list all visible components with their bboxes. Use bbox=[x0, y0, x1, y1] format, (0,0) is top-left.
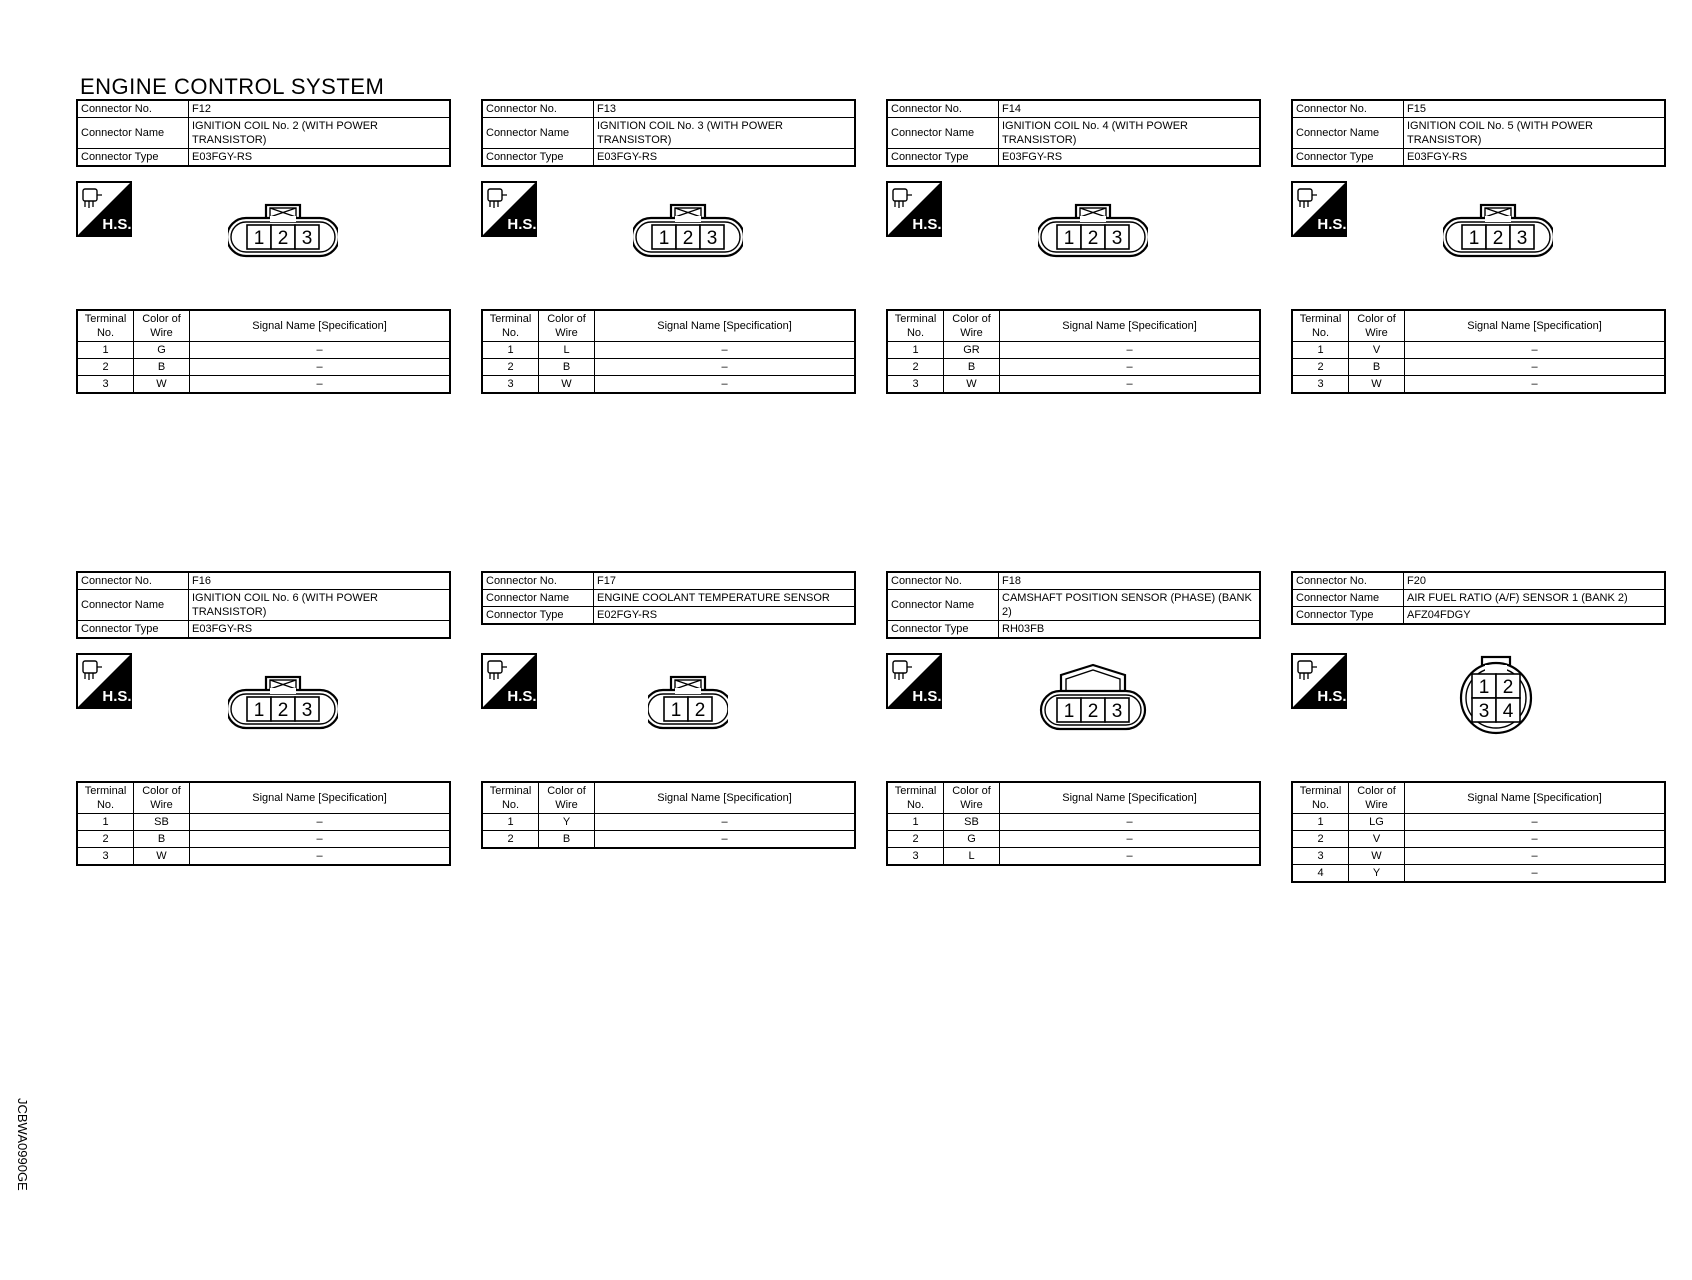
connector-block-F14 bbox=[886, 99, 1261, 390]
pin-label: 2 bbox=[694, 700, 706, 721]
connector-name-row bbox=[1292, 118, 1665, 149]
connector-name-row bbox=[887, 590, 1260, 621]
connector-type-row bbox=[77, 621, 450, 639]
connector-type-label: Connector Type bbox=[77, 149, 189, 167]
pin-label: 2 bbox=[1492, 228, 1504, 249]
wire-color-cell: B bbox=[134, 359, 190, 376]
table-row bbox=[482, 376, 855, 394]
connector-info-table bbox=[481, 571, 856, 625]
connector-no-value: F18 bbox=[999, 572, 1261, 590]
color-of-wire-header: Color of Wire bbox=[944, 310, 1000, 342]
terminal-table bbox=[76, 309, 451, 394]
wire-color-cell: B bbox=[539, 831, 595, 849]
table-row bbox=[77, 376, 450, 394]
connector-no-label: Connector No. bbox=[1292, 572, 1404, 590]
terminal-no-header: Terminal No. bbox=[482, 782, 539, 814]
terminal-table bbox=[481, 781, 856, 849]
signal-name-header: Signal Name [Specification] bbox=[190, 782, 451, 814]
connector-name-value: IGNITION COIL No. 3 (WITH POWER TRANSISTOR) bbox=[594, 118, 856, 149]
connector-face-diagram bbox=[633, 203, 743, 259]
color-of-wire-header: Color of Wire bbox=[134, 782, 190, 814]
connector-block-F18 bbox=[886, 571, 1261, 862]
terminal-no-cell: 3 bbox=[1292, 848, 1349, 865]
connector-no-row bbox=[887, 572, 1260, 590]
connector-no-value: F12 bbox=[189, 100, 451, 118]
wire-color-cell: V bbox=[1349, 342, 1405, 359]
signal-name-cell: – bbox=[1000, 814, 1261, 831]
connector-type-value: E02FGY-RS bbox=[594, 607, 856, 625]
connector-name-row bbox=[1292, 590, 1665, 607]
terminal-no-cell: 2 bbox=[482, 831, 539, 849]
pin-label: 2 bbox=[1087, 701, 1099, 722]
hs-label: H.S. bbox=[1317, 688, 1347, 705]
wire-color-cell: Y bbox=[1349, 865, 1405, 883]
table-row bbox=[887, 848, 1260, 866]
signal-name-header: Signal Name [Specification] bbox=[1405, 310, 1666, 342]
connector-no-row bbox=[1292, 100, 1665, 118]
connector-name-label: Connector Name bbox=[887, 118, 999, 149]
color-of-wire-header: Color of Wire bbox=[539, 782, 595, 814]
connector-name-value: CAMSHAFT POSITION SENSOR (PHASE) (BANK 2) bbox=[999, 590, 1261, 621]
connector-face-diagram bbox=[1038, 663, 1148, 731]
connector-type-label: Connector Type bbox=[77, 621, 189, 639]
connector-no-label: Connector No. bbox=[482, 572, 594, 590]
terminal-no-cell: 3 bbox=[482, 376, 539, 394]
table-row bbox=[1292, 376, 1665, 394]
wire-color-cell: W bbox=[134, 848, 190, 866]
table-row bbox=[77, 359, 450, 376]
terminal-no-cell: 1 bbox=[77, 814, 134, 831]
signal-name-cell: – bbox=[1405, 831, 1666, 848]
hs-label: H.S. bbox=[102, 688, 132, 705]
page-code: JCBWA0990GE bbox=[15, 1098, 30, 1191]
connector-info-table bbox=[1291, 99, 1666, 167]
connector-type-value: E03FGY-RS bbox=[594, 149, 856, 167]
connector-no-value: F17 bbox=[594, 572, 856, 590]
table-row bbox=[77, 831, 450, 848]
signal-name-cell: – bbox=[190, 359, 451, 376]
connector-type-label: Connector Type bbox=[887, 149, 999, 167]
signal-name-cell: – bbox=[1405, 848, 1666, 865]
table-row bbox=[1292, 848, 1665, 865]
connector-no-value: F20 bbox=[1404, 572, 1666, 590]
wire-color-cell: B bbox=[134, 831, 190, 848]
connector-info-table bbox=[481, 99, 856, 167]
pin-label: 4 bbox=[1502, 701, 1514, 722]
connector-info-table bbox=[886, 571, 1261, 639]
connector-type-label: Connector Type bbox=[1292, 607, 1404, 625]
terminal-no-header: Terminal No. bbox=[77, 310, 134, 342]
pin-label: 1 bbox=[1063, 701, 1075, 722]
harness-side-icon bbox=[76, 181, 132, 237]
connector-name-label: Connector Name bbox=[482, 590, 594, 607]
color-of-wire-header: Color of Wire bbox=[944, 782, 1000, 814]
color-of-wire-header: Color of Wire bbox=[1349, 310, 1405, 342]
connector-info-table bbox=[76, 99, 451, 167]
signal-name-cell: – bbox=[1405, 376, 1666, 394]
connector-type-value: E03FGY-RS bbox=[189, 149, 451, 167]
signal-name-cell: – bbox=[190, 814, 451, 831]
wire-color-cell: L bbox=[539, 342, 595, 359]
terminal-no-cell: 3 bbox=[77, 848, 134, 866]
table-row bbox=[1292, 359, 1665, 376]
signal-name-header: Signal Name [Specification] bbox=[1405, 782, 1666, 814]
table-row bbox=[887, 376, 1260, 394]
signal-name-cell: – bbox=[190, 848, 451, 866]
connector-no-label: Connector No. bbox=[482, 100, 594, 118]
table-row bbox=[1292, 342, 1665, 359]
connector-block-F12 bbox=[76, 99, 451, 390]
color-of-wire-header: Color of Wire bbox=[134, 310, 190, 342]
connector-name-value: IGNITION COIL No. 4 (WITH POWER TRANSISTOR) bbox=[999, 118, 1261, 149]
terminal-no-cell: 1 bbox=[1292, 814, 1349, 831]
connector-block-F13 bbox=[481, 99, 856, 390]
signal-name-cell: – bbox=[595, 342, 856, 359]
harness-side-icon bbox=[886, 181, 942, 237]
signal-name-cell: – bbox=[1000, 848, 1261, 866]
connector-no-row bbox=[77, 572, 450, 590]
connector-no-label: Connector No. bbox=[887, 572, 999, 590]
pin-label: 1 bbox=[658, 228, 670, 249]
page-title: ENGINE CONTROL SYSTEM bbox=[80, 74, 385, 99]
hs-label: H.S. bbox=[1317, 216, 1347, 233]
connector-face-diagram bbox=[1038, 203, 1148, 259]
connector-name-label: Connector Name bbox=[1292, 118, 1404, 149]
signal-name-cell: – bbox=[595, 831, 856, 849]
pin-label: 3 bbox=[301, 700, 313, 721]
terminal-no-header: Terminal No. bbox=[1292, 782, 1349, 814]
connector-info-table bbox=[886, 99, 1261, 167]
connector-name-row bbox=[887, 118, 1260, 149]
hs-label: H.S. bbox=[912, 688, 942, 705]
signal-name-header: Signal Name [Specification] bbox=[1000, 782, 1261, 814]
connector-no-value: F15 bbox=[1404, 100, 1666, 118]
wire-color-cell: B bbox=[944, 359, 1000, 376]
terminal-no-cell: 2 bbox=[887, 831, 944, 848]
table-row bbox=[887, 814, 1260, 831]
terminal-no-cell: 4 bbox=[1292, 865, 1349, 883]
harness-side-icon bbox=[481, 181, 537, 237]
harness-side-icon bbox=[886, 653, 942, 709]
pin-label: 3 bbox=[706, 228, 718, 249]
pin-label: 2 bbox=[682, 228, 694, 249]
wire-color-cell: B bbox=[539, 359, 595, 376]
connector-type-label: Connector Type bbox=[1292, 149, 1404, 167]
terminal-table-header bbox=[887, 310, 1260, 342]
signal-name-cell: – bbox=[190, 376, 451, 394]
color-of-wire-header: Color of Wire bbox=[1349, 782, 1405, 814]
signal-name-cell: – bbox=[595, 814, 856, 831]
pin-label: 1 bbox=[1478, 677, 1490, 698]
signal-name-header: Signal Name [Specification] bbox=[1000, 310, 1261, 342]
connector-type-row bbox=[887, 149, 1260, 167]
signal-name-header: Signal Name [Specification] bbox=[595, 782, 856, 814]
connector-face-diagram bbox=[228, 203, 338, 259]
terminal-table-header bbox=[77, 310, 450, 342]
connector-name-label: Connector Name bbox=[77, 590, 189, 621]
connector-type-value: E03FGY-RS bbox=[1404, 149, 1666, 167]
harness-side-icon bbox=[1291, 653, 1347, 709]
terminal-no-header: Terminal No. bbox=[77, 782, 134, 814]
signal-name-cell: – bbox=[1000, 342, 1261, 359]
connector-no-row bbox=[1292, 572, 1665, 590]
signal-name-cell: – bbox=[1000, 376, 1261, 394]
table-row bbox=[1292, 831, 1665, 848]
connector-no-label: Connector No. bbox=[887, 100, 999, 118]
terminal-no-cell: 2 bbox=[77, 359, 134, 376]
connector-no-label: Connector No. bbox=[77, 100, 189, 118]
connector-name-value: IGNITION COIL No. 2 (WITH POWER TRANSISTOR) bbox=[189, 118, 451, 149]
connector-type-row bbox=[482, 607, 855, 625]
terminal-table bbox=[1291, 781, 1666, 883]
wire-color-cell: B bbox=[1349, 359, 1405, 376]
pin-label: 1 bbox=[253, 700, 265, 721]
connector-type-value: E03FGY-RS bbox=[999, 149, 1261, 167]
terminal-no-header: Terminal No. bbox=[482, 310, 539, 342]
connector-name-label: Connector Name bbox=[1292, 590, 1404, 607]
connector-type-label: Connector Type bbox=[482, 149, 594, 167]
terminal-table bbox=[76, 781, 451, 866]
connector-type-row bbox=[887, 621, 1260, 639]
connector-name-row bbox=[482, 590, 855, 607]
connector-face-diagram bbox=[648, 675, 728, 731]
terminal-no-cell: 3 bbox=[887, 848, 944, 866]
wire-color-cell: G bbox=[134, 342, 190, 359]
harness-side-icon bbox=[1291, 181, 1347, 237]
terminal-no-header: Terminal No. bbox=[1292, 310, 1349, 342]
terminal-no-cell: 2 bbox=[77, 831, 134, 848]
pin-label: 2 bbox=[277, 700, 289, 721]
terminal-no-cell: 3 bbox=[887, 376, 944, 394]
connector-type-row bbox=[1292, 607, 1665, 625]
terminal-no-cell: 1 bbox=[482, 342, 539, 359]
connector-type-value: RH03FB bbox=[999, 621, 1261, 639]
wire-color-cell: W bbox=[1349, 376, 1405, 394]
connector-type-row bbox=[1292, 149, 1665, 167]
signal-name-cell: – bbox=[1000, 359, 1261, 376]
terminal-no-cell: 3 bbox=[77, 376, 134, 394]
connector-name-label: Connector Name bbox=[887, 590, 999, 621]
signal-name-cell: – bbox=[1405, 342, 1666, 359]
connector-type-label: Connector Type bbox=[887, 621, 999, 639]
connector-name-value: IGNITION COIL No. 6 (WITH POWER TRANSISTOR) bbox=[189, 590, 451, 621]
connector-no-row bbox=[887, 100, 1260, 118]
wire-color-cell: GR bbox=[944, 342, 1000, 359]
connector-info-table bbox=[76, 571, 451, 639]
signal-name-cell: – bbox=[595, 359, 856, 376]
connector-block-F17 bbox=[481, 571, 856, 845]
connector-no-label: Connector No. bbox=[1292, 100, 1404, 118]
terminal-table bbox=[481, 309, 856, 394]
terminal-table-header bbox=[887, 782, 1260, 814]
pin-label: 3 bbox=[1516, 228, 1528, 249]
connector-name-value: ENGINE COOLANT TEMPERATURE SENSOR bbox=[594, 590, 856, 607]
harness-side-icon bbox=[76, 653, 132, 709]
table-row bbox=[887, 831, 1260, 848]
signal-name-header: Signal Name [Specification] bbox=[190, 310, 451, 342]
wire-color-cell: W bbox=[1349, 848, 1405, 865]
wire-color-cell: W bbox=[134, 376, 190, 394]
pin-label: 2 bbox=[1502, 677, 1514, 698]
terminal-table-header bbox=[482, 310, 855, 342]
connector-name-label: Connector Name bbox=[482, 118, 594, 149]
terminal-no-cell: 2 bbox=[1292, 359, 1349, 376]
terminal-table bbox=[886, 309, 1261, 394]
connector-no-row bbox=[482, 100, 855, 118]
terminal-no-cell: 3 bbox=[1292, 376, 1349, 394]
table-row bbox=[482, 831, 855, 849]
pin-label: 2 bbox=[1087, 228, 1099, 249]
table-row bbox=[77, 342, 450, 359]
table-row bbox=[77, 848, 450, 866]
connector-name-label: Connector Name bbox=[77, 118, 189, 149]
connector-type-row bbox=[77, 149, 450, 167]
terminal-table-header bbox=[1292, 782, 1665, 814]
signal-name-cell: – bbox=[1405, 814, 1666, 831]
connector-name-value: AIR FUEL RATIO (A/F) SENSOR 1 (BANK 2) bbox=[1404, 590, 1666, 607]
terminal-no-header: Terminal No. bbox=[887, 782, 944, 814]
pin-label: 3 bbox=[1111, 701, 1123, 722]
terminal-no-cell: 1 bbox=[887, 814, 944, 831]
terminal-table-header bbox=[482, 782, 855, 814]
wire-color-cell: Y bbox=[539, 814, 595, 831]
connector-name-value: IGNITION COIL No. 5 (WITH POWER TRANSISTOR) bbox=[1404, 118, 1666, 149]
wire-color-cell: W bbox=[944, 376, 1000, 394]
terminal-no-cell: 2 bbox=[1292, 831, 1349, 848]
wire-color-cell: G bbox=[944, 831, 1000, 848]
hs-label: H.S. bbox=[912, 216, 942, 233]
terminal-no-cell: 2 bbox=[887, 359, 944, 376]
connector-face-diagram bbox=[228, 675, 338, 731]
connector-type-value: AFZ04FDGY bbox=[1404, 607, 1666, 625]
wire-color-cell: SB bbox=[944, 814, 1000, 831]
pin-label: 1 bbox=[670, 700, 682, 721]
hs-label: H.S. bbox=[507, 216, 537, 233]
terminal-table-header bbox=[77, 782, 450, 814]
terminal-table bbox=[886, 781, 1261, 866]
connector-no-value: F13 bbox=[594, 100, 856, 118]
pin-label: 3 bbox=[1478, 701, 1490, 722]
connector-no-label: Connector No. bbox=[77, 572, 189, 590]
color-of-wire-header: Color of Wire bbox=[539, 310, 595, 342]
signal-name-cell: – bbox=[190, 831, 451, 848]
connector-type-row bbox=[482, 149, 855, 167]
connector-no-value: F16 bbox=[189, 572, 451, 590]
connector-no-row bbox=[77, 100, 450, 118]
terminal-no-cell: 1 bbox=[77, 342, 134, 359]
connector-block-F20 bbox=[1291, 571, 1666, 879]
connector-no-value: F14 bbox=[999, 100, 1261, 118]
connector-type-value: E03FGY-RS bbox=[189, 621, 451, 639]
connector-type-label: Connector Type bbox=[482, 607, 594, 625]
terminal-no-cell: 1 bbox=[887, 342, 944, 359]
pin-label: 1 bbox=[253, 228, 265, 249]
terminal-no-header: Terminal No. bbox=[887, 310, 944, 342]
connector-block-F15 bbox=[1291, 99, 1666, 390]
wire-color-cell: V bbox=[1349, 831, 1405, 848]
signal-name-cell: – bbox=[190, 342, 451, 359]
terminal-no-cell: 1 bbox=[1292, 342, 1349, 359]
pin-label: 1 bbox=[1063, 228, 1075, 249]
connector-name-row bbox=[482, 118, 855, 149]
hs-label: H.S. bbox=[507, 688, 537, 705]
table-row bbox=[1292, 814, 1665, 831]
hs-label: H.S. bbox=[102, 216, 132, 233]
connector-no-row bbox=[482, 572, 855, 590]
wire-color-cell: LG bbox=[1349, 814, 1405, 831]
table-row bbox=[482, 342, 855, 359]
terminal-no-cell: 2 bbox=[482, 359, 539, 376]
pin-label: 2 bbox=[277, 228, 289, 249]
table-row bbox=[1292, 865, 1665, 883]
table-row bbox=[887, 342, 1260, 359]
pin-label: 1 bbox=[1468, 228, 1480, 249]
pin-label: 3 bbox=[301, 228, 313, 249]
connector-name-row bbox=[77, 118, 450, 149]
signal-name-header: Signal Name [Specification] bbox=[595, 310, 856, 342]
table-row bbox=[887, 359, 1260, 376]
wire-color-cell: SB bbox=[134, 814, 190, 831]
table-row bbox=[77, 814, 450, 831]
signal-name-cell: – bbox=[1000, 831, 1261, 848]
table-row bbox=[482, 359, 855, 376]
wire-color-cell: W bbox=[539, 376, 595, 394]
connector-face-diagram bbox=[1458, 655, 1534, 735]
signal-name-cell: – bbox=[1405, 865, 1666, 883]
terminal-table-header bbox=[1292, 310, 1665, 342]
wire-color-cell: L bbox=[944, 848, 1000, 866]
harness-side-icon bbox=[481, 653, 537, 709]
connector-block-F16 bbox=[76, 571, 451, 862]
terminal-no-cell: 1 bbox=[482, 814, 539, 831]
connector-info-table bbox=[1291, 571, 1666, 625]
terminal-table bbox=[1291, 309, 1666, 394]
signal-name-cell: – bbox=[595, 376, 856, 394]
table-row bbox=[482, 814, 855, 831]
connector-name-row bbox=[77, 590, 450, 621]
pin-label: 3 bbox=[1111, 228, 1123, 249]
signal-name-cell: – bbox=[1405, 359, 1666, 376]
connector-face-diagram bbox=[1443, 203, 1553, 259]
